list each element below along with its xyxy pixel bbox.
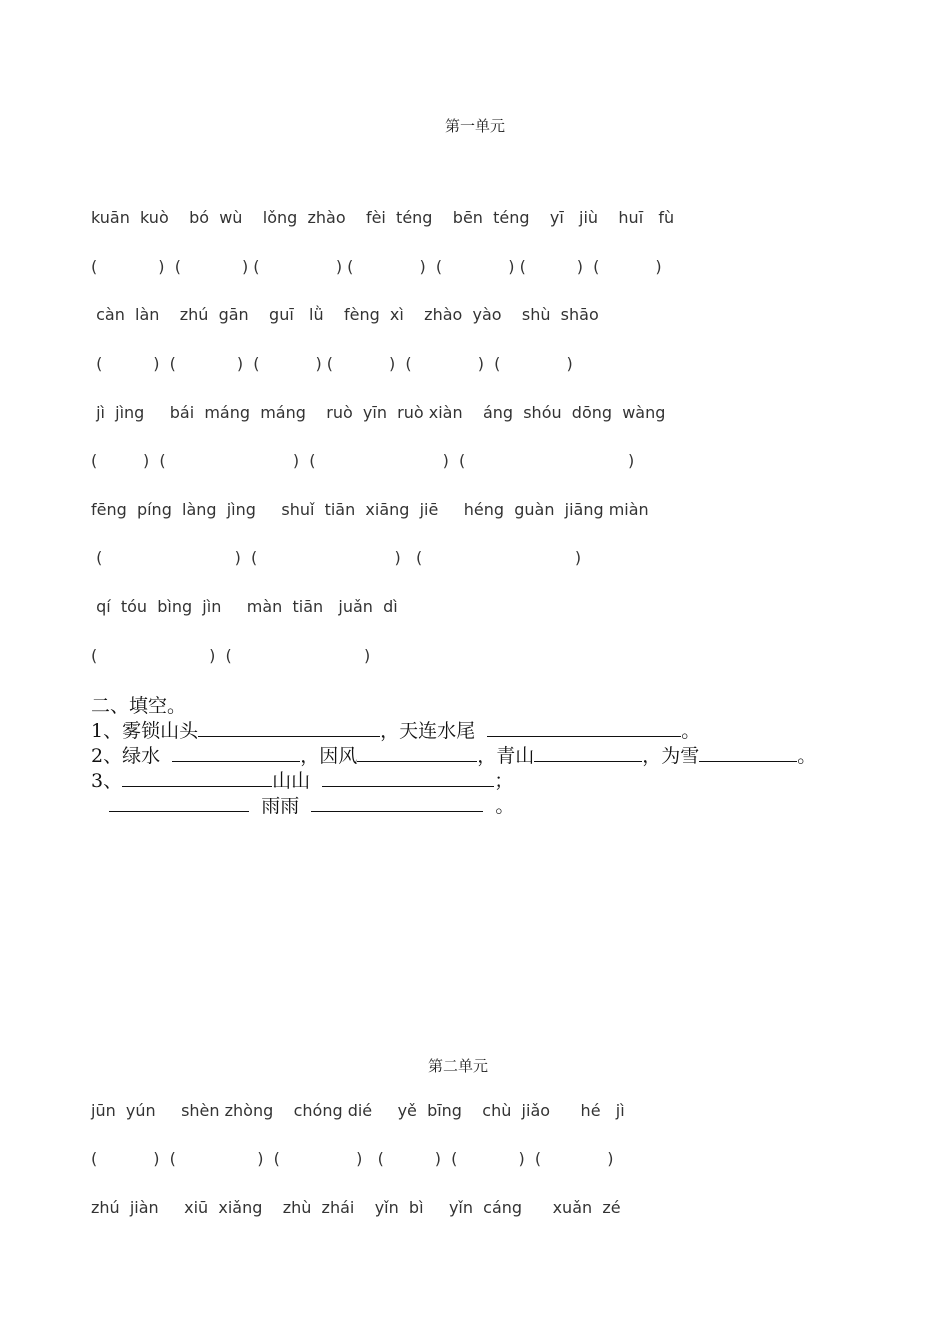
q3-blank-1[interactable] — [122, 768, 272, 787]
q1-number: 1、 — [91, 720, 123, 742]
q1-text-b: ，天连水尾 — [380, 720, 476, 742]
q2-text-b: ，因风 — [300, 745, 358, 767]
unit-2-title: 第二单元 — [427, 1057, 488, 1075]
q1-end: 。 — [681, 720, 701, 742]
unit2-pinyin-row-2: zhú jiàn xiū xiǎng zhù zhái yǐn bì yǐn cáng xuǎn zé — [91, 1198, 621, 1217]
pinyin-row-3: jì jìng bái máng máng ruò yīn ruò xiàn áng shóu dōng wàng — [91, 403, 666, 422]
q2-text-c: ，青山 — [477, 745, 535, 767]
fill-question-2 — [91, 743, 816, 768]
q1-text-a: 雾锁山头 — [122, 720, 199, 742]
answer-row-4: ( ) ( ) ( ) — [91, 548, 582, 567]
q3-text-a: 山山 — [272, 770, 311, 792]
q3-text-c: 雨雨 — [261, 795, 300, 817]
pinyin-row-2: càn làn zhú gān guī lǜ fèng xì zhào yào shù shāo — [91, 305, 599, 324]
fill-question-1 — [91, 718, 700, 743]
unit-1-title: 第一单元 — [444, 117, 505, 135]
answer-row-3: ( ) ( ) ( ) ( ) — [91, 451, 635, 470]
pinyin-row-5: qí tóu bìng jìn màn tiān juǎn dì — [91, 597, 398, 616]
q3-number: 3、 — [91, 770, 123, 792]
q3-blank-3[interactable] — [109, 793, 249, 812]
answer-row-5: ( ) ( ) — [91, 646, 371, 665]
q2-text-d: ，为雪 — [642, 745, 700, 767]
answer-row-1: ( ) ( ) ( ) ( ) ( ) ( ) ( ) — [91, 257, 662, 276]
unit2-pinyin-row-1: jūn yún shèn zhòng chóng dié yě bīng chù jiǎo hé jì — [91, 1101, 625, 1120]
q2-text-a: 绿水 — [122, 745, 161, 767]
answer-row-2: ( ) ( ) ( ) ( ) ( ) ( ) — [91, 354, 573, 373]
q3-text-b: ； — [494, 770, 514, 792]
q3-end: 。 — [495, 795, 515, 817]
pinyin-row-1: kuān kuò bó wù lǒng zhào fèi téng bēn téng yī jiù huī fù — [91, 208, 675, 227]
q3-blank-2[interactable] — [322, 768, 494, 787]
q2-blank-2[interactable] — [357, 743, 477, 762]
unit2-answer-row-1: ( ) ( ) ( ) ( ) ( ) ( ) — [91, 1149, 614, 1168]
q2-blank-4[interactable] — [699, 743, 797, 762]
q1-blank-1[interactable] — [198, 718, 380, 737]
q2-number: 2、 — [91, 745, 123, 767]
pinyin-row-4: fēng píng làng jìng shuǐ tiān xiāng jiē héng guàn jiāng miàn — [91, 500, 649, 519]
fill-question-3-cont — [91, 793, 514, 818]
section-2-heading: 二、填空。 — [91, 695, 187, 717]
q2-end: 。 — [797, 745, 817, 767]
q2-blank-3[interactable] — [534, 743, 642, 762]
q2-blank-1[interactable] — [172, 743, 300, 762]
fill-question-3 — [91, 768, 513, 793]
q1-blank-2[interactable] — [487, 718, 681, 737]
q3-blank-4[interactable] — [311, 793, 483, 812]
